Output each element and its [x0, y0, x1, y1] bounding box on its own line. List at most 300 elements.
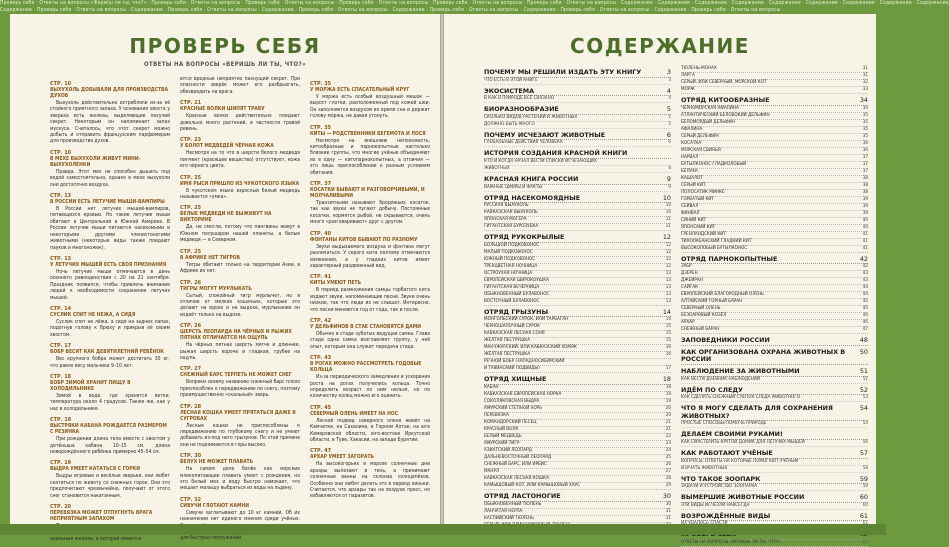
contents-subtitle-label: ГЛОБАЛЬНЫЕ ДЕЙСТВИЯ ЧЕЛОВЕКА [484, 140, 563, 146]
contents-page-number: 47 [862, 327, 868, 333]
contents-entry-row [484, 292, 671, 299]
contents-entry-label: ФИНВАЛ [681, 210, 700, 216]
contents-entry-row [484, 264, 671, 271]
answer-page-number: СТР. 10 [50, 81, 72, 87]
contents-page-number: 43 [862, 278, 868, 284]
contents-entry-label: КАСПИЙСКИЙ ТЮЛЕНЬ [484, 515, 534, 521]
answer-question: ФОНТАНЫ КИТОВ БЫВАЮТ ПО РАЗНОМУ [310, 236, 418, 243]
contents-entry-label: КАБАН [484, 384, 499, 390]
contents-page-number: 14 [665, 317, 671, 323]
contents-page-number: 34 [859, 96, 868, 104]
contents-entry-row [681, 73, 868, 80]
contents-page-number: 42 [859, 254, 868, 263]
answer-page-number: СТР. 25 [180, 205, 202, 212]
contents-page-number: 22 [665, 433, 671, 439]
contents-subtitle-label: ВОПРОСЫ, ОТВЕТЫ НА КОТОРЫЕ ПОМОГАЮТ УЧЁНЫМ [681, 458, 799, 464]
contents-section-row [484, 195, 671, 204]
contents-section-row [681, 494, 868, 503]
contents-page-number: 44 [862, 285, 868, 291]
contents-entry-row [681, 183, 868, 190]
contents-entry-row [681, 211, 868, 218]
contents-subtitle-row [484, 96, 671, 103]
contents-entry-label: СЕЙВАЛ [681, 203, 699, 209]
answer-page-number: СТР. 26 [180, 323, 202, 330]
contents-entry-label: АТЛАНТИЧЕСКИЙ БЕЛОБОКИЙ ДЕЛЬФИН [681, 112, 770, 118]
contents-page-number: 37 [862, 161, 868, 167]
contents-entry-row [681, 113, 868, 120]
contents-page-number: 41 [862, 238, 868, 244]
contents-page-number: 41 [862, 231, 868, 237]
contents-page-number: 6 [666, 130, 671, 139]
contents-section-label: ЗАПОВЕДНИКИ РОССИИ [681, 336, 770, 345]
contents-page-number: 15 [665, 338, 671, 344]
contents-entry-label: АЛТАЙСКИЙ ГОРНЫЙ БАРАН [681, 299, 743, 305]
answer-page-number: СТР. 14 [50, 305, 72, 312]
contents-entry-label: БЕЛЫЙ МЕДВЕДЬ [484, 433, 522, 439]
contents-section-row [484, 376, 671, 385]
contents-section-row [484, 234, 671, 243]
contents-entry-row [681, 327, 868, 334]
answer-page-number: СТР. 32 [180, 496, 202, 503]
answer-question: ВЫДРА УМЕЕТ КАТАТЬСЯ С ГОРКИ [50, 466, 140, 473]
contents-entry-row [681, 169, 868, 176]
answer-page-number: СТР. 41 [310, 274, 332, 281]
contents-section-row [484, 150, 671, 159]
answer-question: ТИГРЫ МОГУТ МУРЛЫКАТЬ [180, 285, 252, 292]
contents-entry-label: ДАЛЬНЕВОСТОЧНЫЙ ЛЕОПАРД [484, 454, 552, 460]
contents-subtitle-row [681, 395, 868, 402]
contents-entry-label: ЗУБР [681, 264, 692, 270]
contents-subtitle-row [484, 115, 671, 122]
contents-page-number: 19 [665, 398, 671, 404]
contents-page-number: 62 [862, 539, 868, 545]
contents-subtitle-label: ЖИВОТНЫХ [484, 165, 510, 171]
contents-page-number: 58 [862, 465, 868, 471]
answer-question: КРАСНЫЕ ВОЛКИ ШИПЯТ ТРАВУ [180, 106, 265, 113]
contents-page-number: 31 [665, 515, 671, 521]
contents-entry-row [484, 509, 671, 516]
answer-text: В России нет летучих мышей-вампиров, питающихся кровью. Но такие летучие мыши обитают в Центральной и Южной Америке. В России летучие мыши питаются насекомыми и некоторыми другими членистоногими животными (некоторые виды также поедают пауков и многоножек). [50, 206, 170, 251]
page-title-check-yourself: ПРОВЕРЬ СЕБЯ [129, 34, 321, 58]
contents-entry-row [484, 448, 671, 455]
top-strip-line-1: Проверь себя · Ответы на вопросы «Ферміш ли ты, что?» · Проверь себя · Ответы на вопросы · Проверь себя · Ответы на вопросы · Проверь себя · Ответы на вопросы · Проверь себя · Ответы на вопросы · Проверь себя · Ответы на вопросы · Содержание · Содержание · Содержание · Содержание · Содержание · Содержание · Содержание · Содержание · Содержание [0, 0, 949, 6]
answer-page-number: СТР. 23 [180, 137, 202, 144]
contents-entry-label: КАВКАЗСКАЯ ЛЕСНАЯ СОНЯ [484, 331, 545, 337]
contents-page-number: 12 [665, 249, 671, 255]
contents-page-number: 5 [668, 114, 671, 120]
contents-subtitle-row [484, 166, 671, 173]
contents-page-number: 15 [665, 331, 671, 337]
contents-subtitle-row [484, 122, 671, 129]
contents-entry-label: КОМАНДОРСКИЙ ПЕСЕЦ [484, 419, 537, 425]
contents-entry-label: ДЗЕРЕН [681, 271, 698, 277]
contents-subtitle-label: В КАК В ПРИРОДЕ ВСЁ СВЯЗАНО [484, 96, 554, 102]
answer-question: ВЫСТРЯКИ КАБАНА РОЖДАЕТСЯ РАЗМЕРОМ С РЕЗИНКА [50, 423, 167, 436]
answer-page-number: СТР. 40 [310, 230, 332, 237]
contents-page-number: 8 [668, 165, 671, 171]
contents-section-label: ОТРЯД КИТООБРАЗНЫЕ [681, 96, 770, 104]
contents-entry-label: МАНУЛ [484, 468, 500, 474]
contents-page-number: 26 [665, 461, 671, 467]
contents-page-number: 5 [668, 121, 671, 127]
contents-entry-row [484, 257, 671, 264]
contents-page-number: 51 [862, 376, 868, 382]
answer-page-number: СТР. 21 [180, 100, 202, 107]
contents-entry-label: ТРЕХЦВЕТНАЯ НОЧНИЦА [484, 263, 538, 269]
answer-page-number: СТР. 27 [180, 366, 202, 373]
contents-page-number: 17 [665, 366, 671, 372]
contents-entry-label: МАЛЫЙ ПОДКОВОНОС [484, 249, 533, 255]
contents-page-number: 13 [665, 291, 671, 297]
answer-text: Выдры игривые и весёлые зверьки, они любят скатиться по животу со снежных горок. Они это предпочитают чрезвычайно, получают от этого снег становится накатанным. [50, 473, 170, 499]
contents-page-number: 21 [665, 419, 671, 425]
answer-text: Звуки выдыхаемого воздуха и фонтана могут различаться. У серого кита поэтому отмечаются изменения, а у гладких китов имеет характерный раздвоенный вид. [310, 243, 430, 269]
contents-section-row [681, 349, 868, 365]
contents-entry-row [484, 250, 671, 257]
contents-page-number: 35 [862, 133, 868, 139]
contents-entry-label: СОКОЛЯКОВСКАЯ ВЫДРА [484, 398, 540, 404]
contents-page-number: 12 [665, 242, 671, 248]
contents-entry-row [484, 299, 671, 306]
contents-page-number: 34 [862, 105, 868, 111]
contents-entry-label: КАВКАЗСКАЯ ВЫХУХОЛЬ [484, 210, 538, 216]
contents-page-number: 14 [662, 307, 671, 316]
contents-page-number: 61 [859, 511, 868, 520]
contents-subtitle-row [484, 140, 671, 147]
answer-page-number: СТР. 25 [180, 248, 202, 255]
contents-section-label: ЭКОСИСТЕМА [484, 86, 535, 95]
answer-text: На чёрных пятнах шерсть мягче и длиннее, рыжая шерсть короче и гладкая, грубее на ощупь. [180, 342, 300, 361]
answer-page-number: СТР. 37 [310, 181, 332, 188]
contents-section-label: БИОРАЗНООБРАЗИЕ [484, 105, 559, 114]
contents-page-number: 27 [665, 468, 671, 474]
contents-entry-row [681, 239, 868, 246]
contents-entry-row [681, 197, 868, 204]
contents-section-label: НАБЛЮДЕНИЕ ЗА ЖИВОТНЫМИ [681, 366, 800, 375]
contents-subtitle-label: ДОЛЖНО БЫТЬ МНОГО [484, 121, 535, 127]
contents-entry-label: АФАЛИНА [681, 126, 703, 132]
contents-page-number: 10 [662, 193, 671, 202]
contents-page-number: 37 [862, 154, 868, 160]
contents-subtitle-row [681, 459, 868, 466]
contents-section-label: ОТРЯД ХИЩНЫЕ [484, 375, 547, 384]
contents-entry-row [681, 190, 868, 197]
answer-page-number: СТР. 19 [50, 460, 72, 467]
contents-entry-label: ОБЫКНОВЕННЫЙ БУЛАВОНОС [484, 291, 550, 297]
contents-entry-row [681, 80, 868, 87]
contents-subtitle-row [681, 484, 868, 491]
contents-entry-row [681, 134, 868, 141]
answer-question: ПЕРЕВЯЗКА МОЖЕТ ОТПУГНУТЬ ВРАГА НЕПРИЯТНЫМ ЗАПАХОМ [50, 510, 153, 523]
contents-page-number: 48 [859, 336, 868, 345]
page-subtitle: ОТВЕТЫ НА ВОПРОСЫ «ВЕРИШЬ ЛИ ТЫ, ЧТО?» [144, 61, 306, 68]
answer-page-number: СТР. 26 [180, 279, 202, 286]
contents-page-number: 54 [859, 404, 868, 413]
contents-page-number: 46 [862, 313, 868, 319]
answer-text: Зимой в воде, где хранятся ветки, температура около 4 градусов. Также же, как у нас в холодильнике. [50, 392, 170, 412]
contents-subtitle-label: ПРОСТЫЕ СПОСОБЫ ПОМОЧЬ ПРИРОДЕ [681, 421, 767, 427]
contents-entry-row [681, 176, 868, 183]
answer-question: У ДЕЛЬФИНОВ В СТАЕ СТАНОВЯТСЯ ДАМИ [310, 323, 422, 330]
contents-section-label: ОТРЯД РУКОКРЫЛЫЕ [484, 233, 565, 242]
contents-entry-label: ЖЕЛТАЯ ПЕСТРУШКА [484, 338, 531, 344]
contents-page-number: 13 [665, 270, 671, 276]
answer-page-number: СТР. 13 [50, 193, 72, 200]
contents-entry-label: ЯПОНСКИЙ КИТ [681, 224, 716, 230]
contents-section-label: ВЫМЕРШИЕ ЖИВОТНЫЕ РОССИИ [681, 493, 805, 502]
contents-section-label: КАК РАБОТАЮТ УЧЁНЫЕ [681, 448, 773, 457]
answer-text: В период размножения самцы горбатого кита издают звуки, напоминающие песни. Звуки очень низкие, так что люди их не слышат. Интересно, что песни меняются год от года, так и после. [310, 287, 430, 313]
contents-entry-row [681, 218, 868, 225]
contents-section-label: ОТРЯД ГРЫЗУНЫ [484, 307, 549, 316]
contents-page-number: 32 [862, 80, 868, 85]
contents-subtitle-row [681, 421, 868, 428]
contents-page-number: 40 [862, 217, 868, 223]
contents-entry-label: АМУРСКИЙ СТЕПНОЙ ХОРЬ [484, 405, 543, 411]
contents-entry-label: ДЖЕЙРАН [681, 278, 703, 284]
contents-subtitle-row [681, 503, 868, 510]
contents-page-number: 31 [862, 66, 868, 71]
contents-entry-label: ГИГАНТСКАЯ БУРОЗУБКА [484, 224, 539, 230]
contents-entry-row [484, 413, 671, 420]
contents-entry-row [484, 462, 671, 469]
contents-page-number: 15 [665, 324, 671, 330]
answer-text: В чукотском языке взрослый белый медведь называется «умка». [180, 187, 300, 201]
contents-entry-label: СИНИЙ КИТ [681, 217, 707, 223]
answer-text: ются вредные неприятно пахнущий секрет. При опасности зверёк может его разбрызгать, обезвредить на врага. [180, 76, 300, 95]
contents-page-number: 13 [665, 277, 671, 283]
answer-page-number: СТР. 35 [310, 81, 332, 87]
contents-page-number: 56 [862, 439, 868, 445]
contents-entry-row [484, 516, 671, 523]
contents-entry-label: ГОРБАТЫЙ КИТ [681, 196, 715, 202]
contents-entry-label: СНЕЖНЫЙ БАРС, ИЛИ ИРБИС [484, 461, 547, 467]
contents-page-number: 30 [662, 491, 671, 500]
contents-entry-row [484, 399, 671, 406]
contents-page-number: 30 [665, 501, 671, 507]
contents-page-number: 13 [665, 298, 671, 304]
contents-entry-label: ВОСТОЧНЫЙ БУЛАВОНОС [484, 298, 540, 304]
contents-page-number: 20 [665, 412, 671, 418]
contents-entry-label: КАМЫШОВЫЙ КОТ, ИЛИ КАМЫШОВЫЙ ХАУС [484, 482, 581, 488]
answer-page-number: СТР. 35 [310, 124, 332, 131]
answer-text: Несмотря на внешнюю непохожесть, китообразные и парнокопытные настолько близкие группы, что многие учёные объединяют их в одну — китопарнокопытных, а отличия — это лишь приспособление к разным условиям обитания. [310, 137, 430, 176]
answer-page-number: СТР. 30 [180, 453, 202, 460]
answer-text: Красные волки действительно поедают довольно много растений, в частности травой ревень. [180, 113, 300, 133]
contents-entry-label: ЮЖНЫЙ ПОДКОВОНОС [484, 256, 536, 262]
contents-page-number: 60 [862, 502, 868, 508]
contents-page-number: 39 [862, 210, 868, 216]
contents-section-label: КАК ОРГАНИЗОВАНА ОХРАНА ЖИВОТНЫХ В РОССИИ [681, 347, 846, 364]
contents-section-row [484, 176, 671, 185]
contents-entry-row [681, 66, 868, 73]
answer-text: Вес крупного бобра может достигать 30 кг, что равно весу мальчика 9–10 лет. [50, 356, 170, 369]
contents-subtitle-label: СКОЛЬКО ВИДОВ РАСТЕНИЙ И ЖИВОТНЫХ [484, 114, 578, 120]
contents-page-number: 35 [862, 112, 868, 118]
left-page [10, 14, 440, 542]
contents-page-number: 40 [862, 224, 868, 230]
answer-question: ЛЕСНАЯ КОШКА УМЕЕТ ПРЯТАТЬСЯ ДАЖЕ В СУГРОБАХ [180, 409, 296, 422]
answer-text: Сивучи заглатывают до 10 кг камней. Об их назначении нет единого мнения среди учёных. для быстрых погружений. [180, 509, 300, 542]
answer-question: У БОЛОТ МЕДВЕДЕЙ ЧЁРНАЯ КОЖА [180, 143, 274, 150]
contents-section-label: ВОЗРОЖДЁННЫЕ ВИДЫ [681, 511, 771, 520]
contents-page-number: 59 [862, 484, 868, 490]
contents-page-number: 21 [665, 426, 671, 432]
contents-page-number: 38 [862, 182, 868, 188]
contents-page-number: 18 [665, 384, 671, 390]
contents-entry-label: БЕЗОАРОВЫЙ КОЗЁЛ [681, 313, 727, 319]
answer-page-number: СТР. 47 [310, 448, 332, 455]
answer-text: Тигры обитают только на территории Азии, в Африке их нет. [180, 261, 300, 275]
answer-question: АРХАР УМЕЕТ ЗАГОРАТЬ [310, 454, 374, 461]
contents-entry-row [484, 455, 671, 462]
answer-question: КИТЫ УМЕЮТ ПЕТЬ [310, 280, 362, 287]
contents-page-number: 41 [862, 245, 868, 251]
answer-question: ВЫХУХОЛЬ ДОБЫВАЛИ ДЛЯ ПРОИЗВОДСТВА ДУХОВ [50, 87, 169, 99]
contents-section-label: ИСТОРИЯ СОЗДАНИЯ КРАСНОЙ КНИГИ [484, 149, 628, 158]
answer-page-number: СТР. 45 [310, 404, 332, 411]
contents-page-number: 54 [862, 421, 868, 427]
answer-text: На самом деле белёк как морские млекопитающие плавать умеет с рождения, но это белый мех и воду быстро намокает, что мешает малышу выбраться из воды на льдину. [180, 466, 300, 492]
contents-page-number: 24 [665, 447, 671, 453]
contents-entry-row [484, 278, 671, 285]
contents-entry-label: САЙГАК [681, 285, 699, 291]
page-title-contents: СОДЕРЖАНИЕ [570, 34, 750, 58]
contents-page-number: 5 [666, 105, 671, 114]
answer-text: Суслик спит не лёжа, а сидя на задних лапах, подогнув голову к брюху и прикрыв её своим хвостом. [50, 318, 170, 338]
contents-section-label: ДЕЛАЕМ СВОИМИ РУКАМИ! [681, 430, 783, 439]
contents-entry-row [484, 427, 671, 434]
contents-section-label: ЧТО ТАКОЕ ЗООПАРК [681, 474, 761, 483]
answer-text: Несмотря на то что в шерсти белого медведя пигмент (красящее вещество) отсутствует, кожа его чёрного цвета. [180, 150, 300, 170]
contents-entry-row [484, 406, 671, 413]
contents-entry-row [681, 155, 868, 162]
contents-page-number: 12 [665, 256, 671, 262]
contents-column-1 [484, 66, 671, 521]
contents-page-number: 38 [862, 189, 868, 195]
contents-page-number: 31 [862, 73, 868, 78]
answer-question: В РОГАХ МОЖНО РАССМОТРЕТЬ ГОДОВЫЕ КОЛЬЦА [310, 361, 422, 374]
contents-entry-label: СНЕЖНЫЙ БАРАН [681, 327, 720, 333]
answer-page-number: СТР. 25 [180, 174, 202, 181]
contents-entry-row [484, 392, 671, 399]
answer-question: ШЕРСТЬ ЛЕОПАРДА НА ЧЁРНЫХ И РЫЖИХ ПЯТНАХ ОТЛИЧАЕТСЯ НА ОЩУПЬ [180, 329, 292, 342]
right-page [444, 14, 876, 545]
contents-entry-row [484, 366, 671, 373]
contents-entry-label: ЛАРГА [681, 73, 695, 78]
contents-subtitle-label: КАК СДЕЛАТЬ СНЕЖНЫЙ СЛЕПОК СЛЕДА ЖИВОТНОГО [681, 395, 801, 401]
contents-entry-row [484, 285, 671, 292]
contents-subtitle-row [681, 440, 868, 447]
contents-subtitle-label: ЭТИ ВИДЫ ИСЧЕЗЛИ НАВСЕГДА [681, 502, 750, 508]
contents-section-row [681, 256, 868, 265]
contents-entry-label: ГРЕНЛАНДСКИЙ КИТ [681, 231, 726, 237]
contents-section-row [681, 431, 868, 440]
contents-page-number: 31 [665, 508, 671, 514]
contents-subtitle-label: КАК СМАСТЕРИТЬ КРУТОЙ ДОМИК ДЛЯ ЛЕТУЧИХ МЫШЕЙ [681, 439, 805, 445]
contents-entry-row [681, 204, 868, 211]
contents-section-row [681, 450, 868, 459]
contents-subtitle-row [681, 540, 868, 547]
contents-entry-row [484, 243, 671, 250]
contents-page-number: 4 [666, 86, 671, 95]
contents-page-number: 13 [665, 284, 671, 290]
contents-page-number: 3 [668, 77, 671, 83]
contents-entry-label: ВЫСОКОЛОБЫЙ БУТЫЛКОНОС [681, 245, 748, 251]
contents-page-number: 33 [862, 87, 868, 92]
answer-question: СНЕЖНЫЙ БАРС ТЕРПЕТЬ НЕ МОЖЕТ СНЕГ [180, 372, 292, 379]
contents-entry-label: ОСТРОУХАЯ НОЧНИЦА [484, 270, 533, 276]
contents-page-number: 19 [665, 391, 671, 397]
contents-entry-row [681, 264, 868, 271]
contents-section-row [484, 106, 671, 115]
answer-page-number: СТР. 20 [50, 504, 72, 511]
contents-entry-label: ЧЕРНОМОРСКАЯ АФАЛИНА [681, 105, 739, 111]
contents-section-label: КРАСНАЯ КНИГА РОССИИ [484, 174, 579, 183]
contents-entry-label: ПЕРЕВЯЗКА [484, 412, 509, 418]
contents-section-row [681, 368, 868, 377]
answer-text: У моржа есть особый воздушный мешок — вырост глотки, расположенный под кожей шеи. Он заполняется воздухом во время сна и держит голову моржа, не давая утонуть. [310, 94, 430, 120]
contents-subtitle-row [484, 185, 671, 192]
contents-page-number: 25 [665, 454, 671, 460]
contents-page-number: 35 [862, 119, 868, 125]
answer-text: Обычно в стаде зубатых ведущая самка. Глава стада одна самка возглавляет группу, у неё опыт, которым она служит передача стада. [310, 330, 430, 350]
contents-page-number: 38 [862, 175, 868, 181]
contents-section-label: ПОЧЕМУ ИСЧЕЗАЮТ ЖИВОТНЫЕ [484, 130, 606, 139]
contents-page-number: 10 [665, 210, 671, 216]
contents-section-label: ЧТО Я МОГУ СДЕЛАТЬ ДЛЯ СОХРАНЕНИЯ ЖИВОТНЫХ? [681, 404, 833, 420]
answer-question: СИВУЧИ ГЛОТАЮТ КАМНИ [180, 502, 249, 509]
contents-section-row [681, 387, 868, 396]
contents-page-number: 60 [859, 493, 868, 502]
answer-page-number: СТР. 18 [50, 417, 72, 424]
contents-entry-row [681, 106, 868, 113]
contents-entry-row [484, 271, 671, 278]
answer-text: Выхухоль действительно истребляли из-за её стойкого приятного запаха. У основания хвоста у зверька есть железы, выделяющие пахучий секрет. Некоторым он напоминает запах мускуса. Считалось, что этот секрет можно добыть и отправить французским парфюмерам для производства духов. [50, 100, 170, 145]
contents-subtitle-label: КАК ВЕСТИ ДНЕВНИК НАБЛЮДЕНИЙ [681, 376, 760, 382]
answer-question: БЕЛУХ НЕ МОЖЕТ ПЛАВАТЬ [180, 459, 254, 466]
contents-entry-label: АМУРСКИЙ ТИГР [484, 440, 520, 446]
contents-page-number: 52 [859, 385, 868, 394]
contents-entry-row [681, 162, 868, 169]
contents-page-number: 45 [862, 306, 868, 312]
contents-section-label: ИДЁМ ПО СЛЕДУ [681, 385, 743, 394]
contents-entry-row [681, 225, 868, 232]
contents-entry-label: БУТЫЛКОНОС ГЛАДКОЛОБЫЙ [681, 161, 747, 167]
contents-entry-label: МАНЧЖУРСКИЙ, ИЛИ КАВКАЗСКИЙ ХОМЯК [484, 345, 577, 351]
contents-entry-label: ТЮЛЕНЬ-МОНАХ [681, 66, 717, 71]
top-text-strip [0, 0, 949, 14]
contents-page-number: 43 [862, 271, 868, 277]
contents-entry-label: МОРСКАЯ СВИНЬЯ [681, 147, 721, 153]
answer-page-number: СТР. 10 [50, 149, 72, 156]
contents-entry-row [484, 434, 671, 441]
contents-entry-label: АЗИАТСКИЙ ЛЕОПАРД [484, 447, 532, 453]
answer-question: У МОРЖА ЕСТЬ СПАСАТЕЛЬНЫЙ КРУГ [310, 87, 410, 93]
contents-page-number: 59 [859, 474, 868, 483]
contents-page-number: 45 [862, 299, 868, 305]
contents-entry-label: МОРЖ [681, 87, 695, 92]
contents-page-number: 20 [665, 405, 671, 411]
answers-columns [50, 76, 430, 542]
contents-entry-label: ЕВРОПЕЙСКИЙ БЛАГОРОДНЫЙ ОЛЕНЬ [681, 292, 764, 298]
answer-text: При рождении длина тела вместе с хвостом у детёныша кабана 10–15 см, длина новорождённого ребёнка примерно 45–54 см. [50, 436, 170, 455]
contents-page-number: 23 [665, 440, 671, 446]
answer-text: Вопреки своему названию снежный барс плохо приспособлен к передвижению по снегу, поэтому преимущественно «скальный» зверь. [180, 379, 300, 399]
contents-entry-row [681, 141, 868, 148]
contents-column-2 [681, 66, 868, 545]
answer-question: КИТЫ — РОДСТВЕННИКИ БЕГЕМОТА И ЛОСЯ [310, 130, 426, 137]
